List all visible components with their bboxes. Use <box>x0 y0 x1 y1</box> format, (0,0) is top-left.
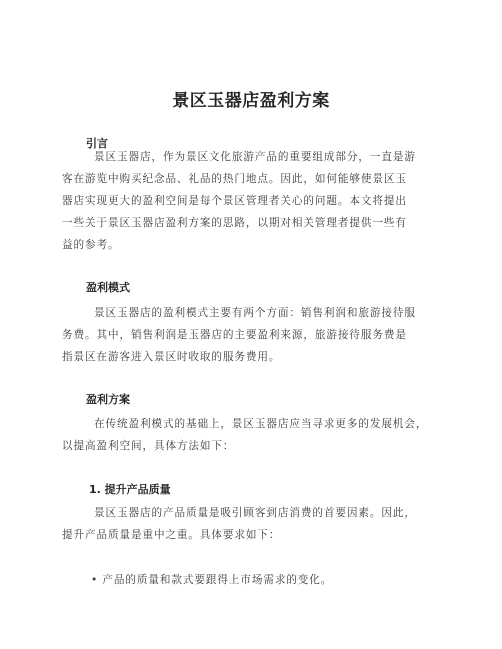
paragraph-line: 器店实现更大的盈利空间是每个景区管理者关心的问题。本文将提出 <box>62 195 407 207</box>
plan-paragraph <box>62 413 442 457</box>
model-paragraph <box>62 302 442 368</box>
paragraph-line: 以提高盈利空间，具体方法如下： <box>62 440 235 452</box>
intro-paragraph <box>62 146 442 256</box>
paragraph-line: 益的参考。 <box>62 239 120 251</box>
paragraph-line: 景区玉器店的盈利模式主要有两个方面：销售利润和旅游接待服 <box>94 307 416 319</box>
section-heading-intro: 引言 <box>86 137 108 150</box>
section-heading-model: 盈利模式 <box>86 281 130 294</box>
paragraph-line: 在传统盈利模式的基础上，景区玉器店应当寻求更多的发展机会， <box>94 418 428 430</box>
bullet-item: • 产品的质量和款式要跟得上市场需求的变化。 <box>91 574 333 586</box>
section-heading-plan: 盈利方案 <box>86 393 130 406</box>
paragraph-line: 景区玉器店，作为景区文化旅游产品的重要组成部分，一直是游 <box>94 151 416 163</box>
paragraph-line: 客在游览中购买纪念品、礼品的热门地点。因此，如何能够使景区玉 <box>62 173 407 185</box>
paragraph-line: 景区玉器店的产品质量是吸引顾客到店消费的首要因素。因此， <box>94 507 416 519</box>
paragraph-line: 提升产品质量是重中之重。具体要求如下： <box>62 529 281 541</box>
paragraph-line: 指景区在游客进入景区时收取的服务费用。 <box>62 351 281 363</box>
document-title: 景区玉器店盈利方案 <box>172 91 330 111</box>
section-heading-quality: 1. 提升产品质量 <box>89 483 171 496</box>
paragraph-line: 一些关于景区玉器店盈利方案的思路，以期对相关管理者提供一些有 <box>62 217 407 229</box>
paragraph-line: 务费。其中，销售利润是玉器店的主要盈利来源，旅游接待服务费是 <box>62 329 407 341</box>
quality-paragraph <box>62 502 442 546</box>
